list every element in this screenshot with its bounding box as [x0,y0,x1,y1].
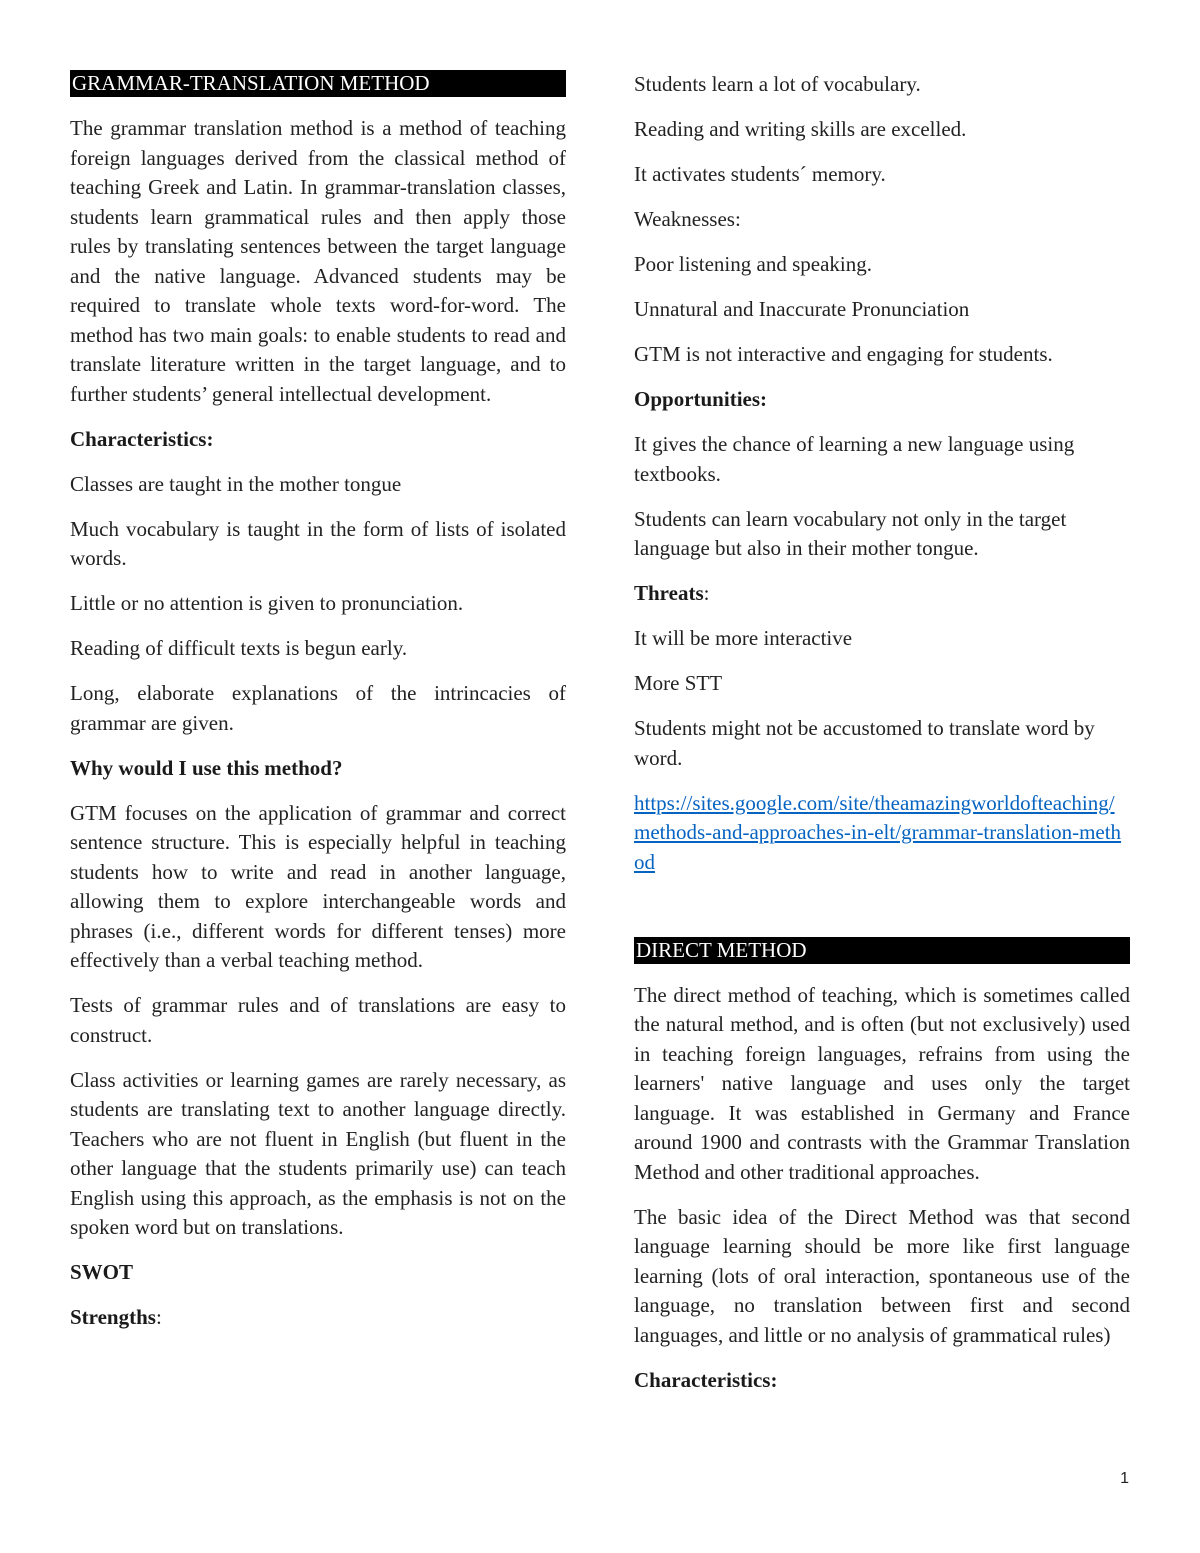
gtm-characteristic-item: Long, elaborate explanations of the intrincacies of grammar are given. [70,681,566,735]
source-link[interactable]: https://sites.google.com/site/theamazingworldofteaching/methods-and-approaches-in-elt/grammar-translation-method [634,790,1122,874]
gtm-characteristic-item: Little or no attention is given to pronunciation. [70,591,464,615]
direct-method-section-title: DIRECT METHOD [634,937,1130,964]
gtm-characteristic-item: Much vocabulary is taught in the form of lists of isolated words. [70,516,566,570]
swot-heading: SWOT [70,1260,134,1284]
section-spacer [634,893,1130,937]
left-column [70,70,566,1348]
gtm-why-paragraph: Tests of grammar rules and of translations are easy to construct. [70,993,566,1047]
weakness-item: Poor listening and speaking. [634,252,872,276]
threat-item: Students might not be accustomed to translate word by word. [634,716,1095,770]
strength-item: It activates students´ memory. [634,162,886,186]
threat-item: More STT [634,671,723,695]
opportunity-item: It gives the chance of learning a new language using textbooks. [634,432,1075,486]
weaknesses-heading: Weaknesses: [634,207,741,231]
weakness-item: Unnatural and Inaccurate Pronunciation [634,297,970,321]
direct-method-paragraph: The basic idea of the Direct Method was that second language learning should be more like first language learning (lots of oral interaction, spontaneous use of the language, no translation between first and second languages, and little or no analysis of grammatical rules) [634,1204,1130,1347]
gtm-section-title: GRAMMAR-TRANSLATION METHOD [70,70,566,97]
opportunities-heading: Opportunities: [634,387,768,411]
gtm-why-heading: Why would I use this method? [70,755,343,780]
threats-heading-line: Threats: [634,581,710,605]
strengths-heading-line: Strengths: [70,1305,162,1329]
gtm-characteristic-item: Reading of difficult texts is begun early. [70,636,408,660]
direct-method-paragraph: The direct method of teaching, which is sometimes called the natural method, and is often (but not exclusively) used in teaching foreign languages, refrains from using the learners' native language and uses only the target language. It was established in Germany and France around 1900 and contrasts with the Grammar Translation Method and other traditional approaches. [634,982,1130,1184]
strengths-heading: Strengths [70,1305,156,1329]
page-number: 1 [1120,1470,1129,1487]
direct-characteristics-heading: Characteristics: [634,1367,778,1392]
gtm-characteristic-item: Classes are taught in the mother tongue [70,471,402,496]
gtm-characteristics-heading: Characteristics: [70,426,214,451]
gtm-intro-paragraph: The grammar translation method is a method of teaching foreign languages derived from the classical method of teaching Greek and Latin. In grammar-translation classes, students learn grammatical rules and then apply those rules by translating sentences between the target language and the native language. Advanced students may be required to translate whole texts word-for-word. The method has two main goals: to enable students to read and translate literature written in the target language, and to further students’ general intellectual development. [70,116,566,406]
right-column [634,70,1130,1411]
threats-heading: Threats [634,581,704,605]
strength-item: Students learn a lot of vocabulary. [634,72,921,96]
opportunity-item: Students can learn vocabulary not only in the target language but also in their mother tongue. [634,506,1067,560]
gtm-why-paragraph: Class activities or learning games are rarely necessary, as students are translating text to another language directly. Teachers who are not fluent in English (but fluent in the other language that the students primarily use) can teach English using this approach, as the emphasis is not on the spoken word but on translations. [70,1067,566,1239]
threat-item: It will be more interactive [634,626,853,650]
strength-item: Reading and writing skills are excelled. [634,117,967,141]
weakness-item: GTM is not interactive and engaging for students. [634,342,1053,366]
gtm-why-paragraph: GTM focuses on the application of grammar and correct sentence structure. This is especially helpful in teaching students how to write and read in another language, allowing them to explore interchangeable words and phrases (i.e., different words for different tenses) more effectively than a verbal teaching method. [70,800,566,972]
